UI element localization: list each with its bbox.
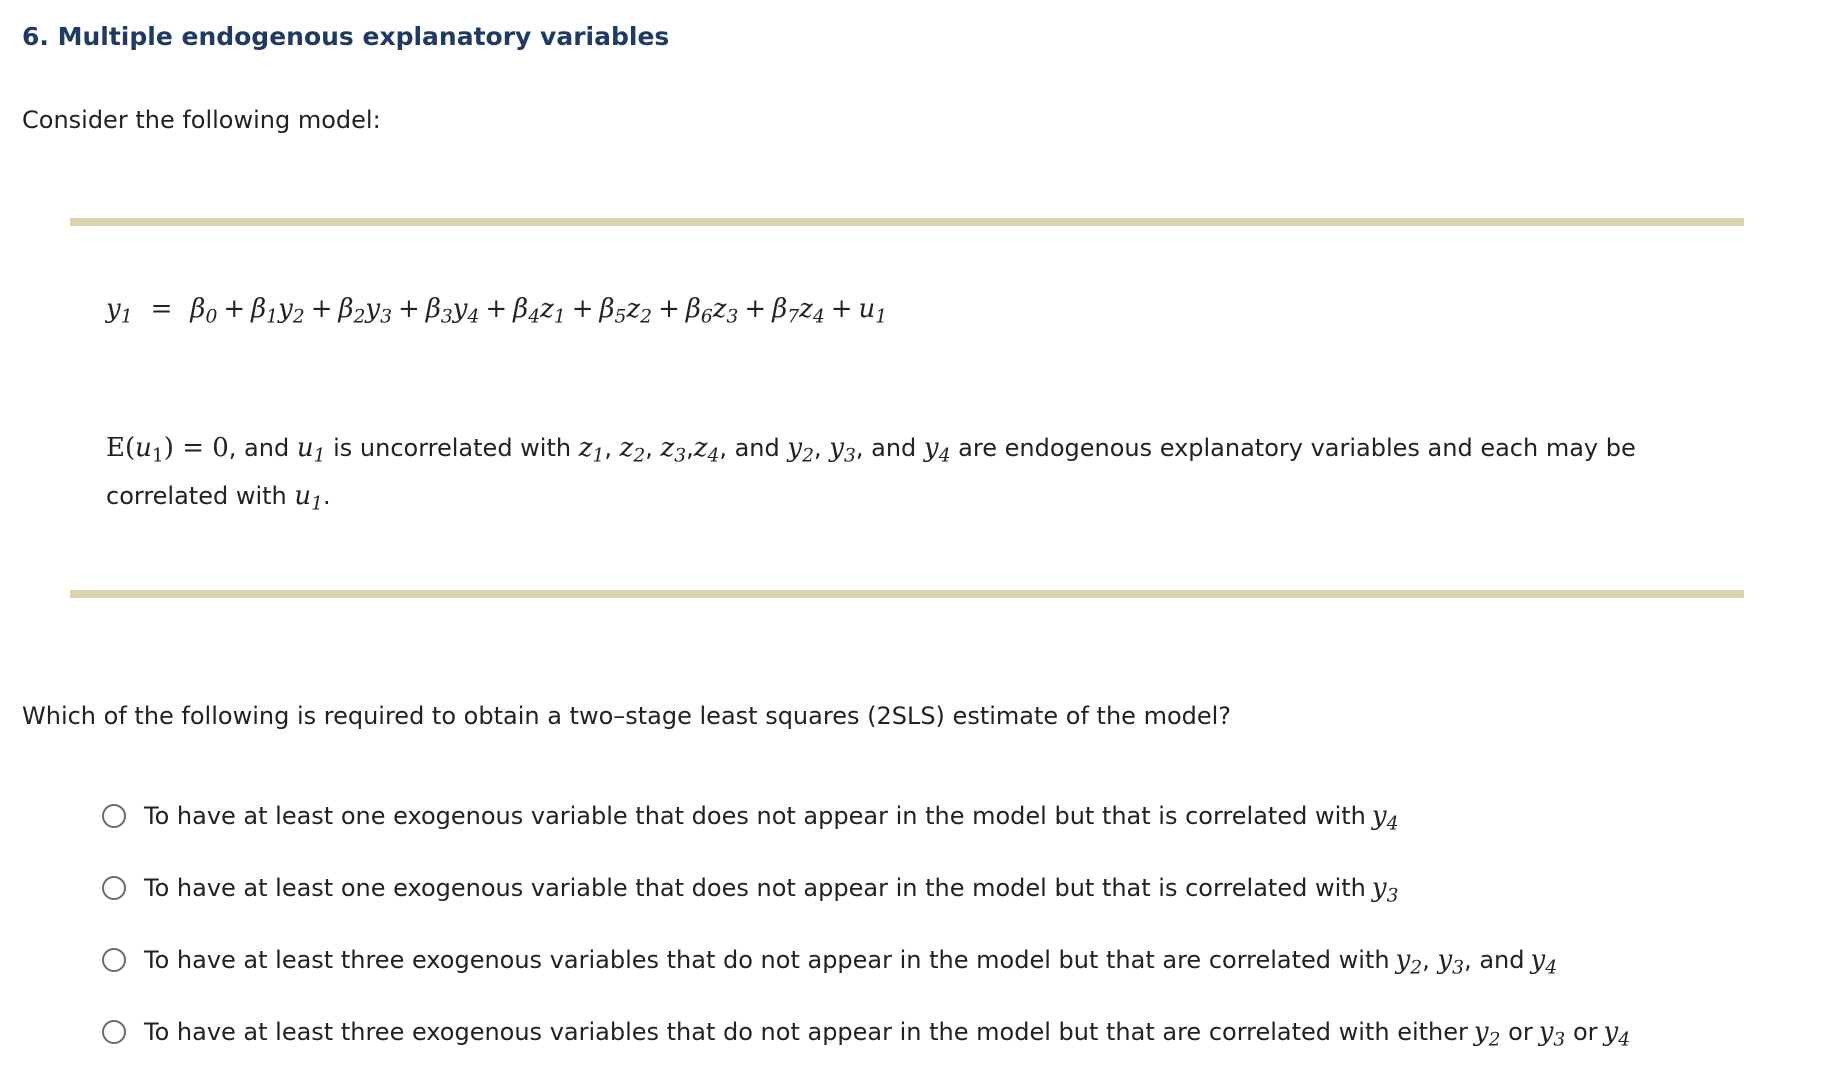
answer-options <box>102 780 1802 1068</box>
answer-option-4[interactable]: To have at least three exogenous variables that do not appear in the model but that are correlated with either $y_2$ or $y_3$ or $y_4$ <box>102 996 1802 1068</box>
model-assumptions: $E(u_1) = 0$, and $u_1$ is uncorrelated with $z_1$, $z_2$, $z_3,z_4$, and $y_2$, $y_3$, and $y_4$ are endogenous explanatory variables and each may be correlated with $u_1$. <box>106 433 1636 515</box>
model-equation: $y_1 = \beta_0 + \beta_1y_2 + \beta_2y_3 + \beta_3y_4 + \beta_4z_1 + \beta_5z_2 + \beta_6z_3 + \beta_7z_4 + u_1$ <box>106 294 888 328</box>
top-divider <box>70 218 1744 226</box>
radio-button[interactable] <box>102 948 126 972</box>
answer-option-1[interactable]: To have at least one exogenous variable that does not appear in the model but that is correlated with $y_4$ <box>102 780 1802 852</box>
radio-button[interactable] <box>102 1020 126 1044</box>
question-heading: 6. Multiple endogenous explanatory variables <box>22 22 670 51</box>
radio-button[interactable] <box>102 804 126 828</box>
option-label: To have at least three exogenous variables that do not appear in the model but that are correlated with either <box>144 1018 1468 1046</box>
option-label: To have at least three exogenous variables that do not appear in the model but that are correlated with <box>144 946 1390 974</box>
intro-text: Consider the following model: <box>22 106 381 134</box>
answer-option-2[interactable]: To have at least one exogenous variable that does not appear in the model but that is correlated with $y_3$ <box>102 852 1802 924</box>
bottom-divider <box>70 590 1744 598</box>
answer-option-3[interactable]: To have at least three exogenous variables that do not appear in the model but that are correlated with $y_2$ , $y_3$ , and $y_4$ <box>102 924 1802 996</box>
option-label: To have at least one exogenous variable that does not appear in the model but that is correlated with <box>144 874 1366 902</box>
option-label: To have at least one exogenous variable that does not appear in the model but that is correlated with <box>144 802 1366 830</box>
question-text: Which of the following is required to obtain a two–stage least squares (2SLS) estimate of the model? <box>22 702 1232 730</box>
radio-button[interactable] <box>102 876 126 900</box>
expectation-expression: $E(u_1) = 0$ <box>106 433 229 467</box>
